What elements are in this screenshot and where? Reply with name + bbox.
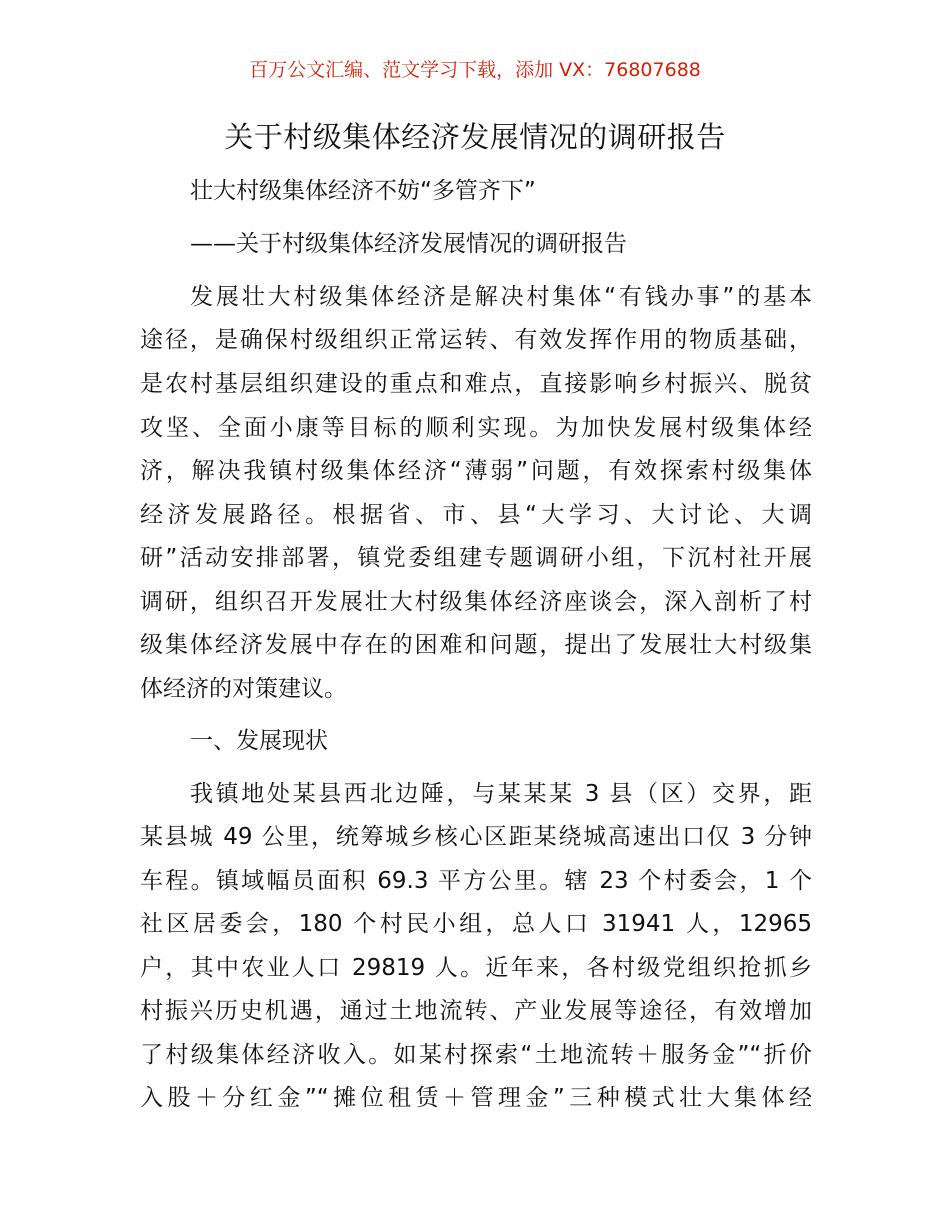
section-line: 我镇地处某县西北边陲，与某某某 3 县（区）交界，距 bbox=[190, 781, 812, 807]
intro-line: 攻坚、全面小康等目标的顺利实现。为加快发展村级集体经 bbox=[140, 415, 812, 441]
document-title: 关于村级集体经济发展情况的调研报告 bbox=[224, 120, 726, 154]
intro-line: 是农村基层组织建设的重点和难点，直接影响乡村振兴、脱贫 bbox=[140, 371, 812, 397]
intro-line: 途径，是确保村级组织正常运转、有效发挥作用的物质基础， bbox=[140, 327, 812, 353]
intro-line: 体经济的对策建议。 bbox=[140, 676, 347, 702]
intro-line: 经济发展路径。根据省、市、县“大学习、大讨论、大调 bbox=[140, 502, 812, 528]
section-line: 了村级集体经济收入。如某村探索“土地流转＋服务金”“折价 bbox=[140, 1042, 812, 1068]
intro-line: 研”活动安排部署，镇党委组建专题调研小组，下沉村社开展 bbox=[140, 545, 812, 571]
header-banner: 百万公文汇编、范文学习下载，添加 VX：76807688 bbox=[249, 59, 701, 81]
section-line: 社区居委会，180 个村民小组，总人口 31941 人，12965 bbox=[140, 911, 812, 937]
section-line: 某县城 49 公里，统筹城乡核心区距某绕城高速出口仅 3 分钟 bbox=[140, 824, 812, 850]
section-heading: 一、发展现状 bbox=[190, 728, 328, 754]
subtitle-dash: ——关于村级集体经济发展情况的调研报告 bbox=[190, 231, 627, 257]
intro-line: 调研，组织召开发展壮大村级集体经济座谈会，深入剖析了村 bbox=[140, 589, 812, 615]
section-line: 户，其中农业人口 29819 人。近年来，各村级党组织抢抓乡 bbox=[140, 955, 812, 981]
section-line: 入股＋分红金”“摊位租赁＋管理金”三种模式壮大集体经 bbox=[140, 1085, 812, 1111]
intro-line: 济，解决我镇村级集体经济“薄弱”问题，有效探索村级集体 bbox=[140, 458, 812, 484]
section-line: 车程。镇域幅员面积 69.3 平方公里。辖 23 个村委会，1 个 bbox=[140, 868, 812, 894]
intro-line: 发展壮大村级集体经济是解决村集体“有钱办事”的基本 bbox=[190, 284, 812, 310]
section-line: 村振兴历史机遇，通过土地流转、产业发展等途径，有效增加 bbox=[140, 998, 812, 1024]
intro-line: 级集体经济发展中存在的困难和问题，提出了发展壮大村级集 bbox=[140, 632, 812, 658]
subtitle-main: 壮大村级集体经济不妨“多管齐下” bbox=[190, 178, 536, 204]
